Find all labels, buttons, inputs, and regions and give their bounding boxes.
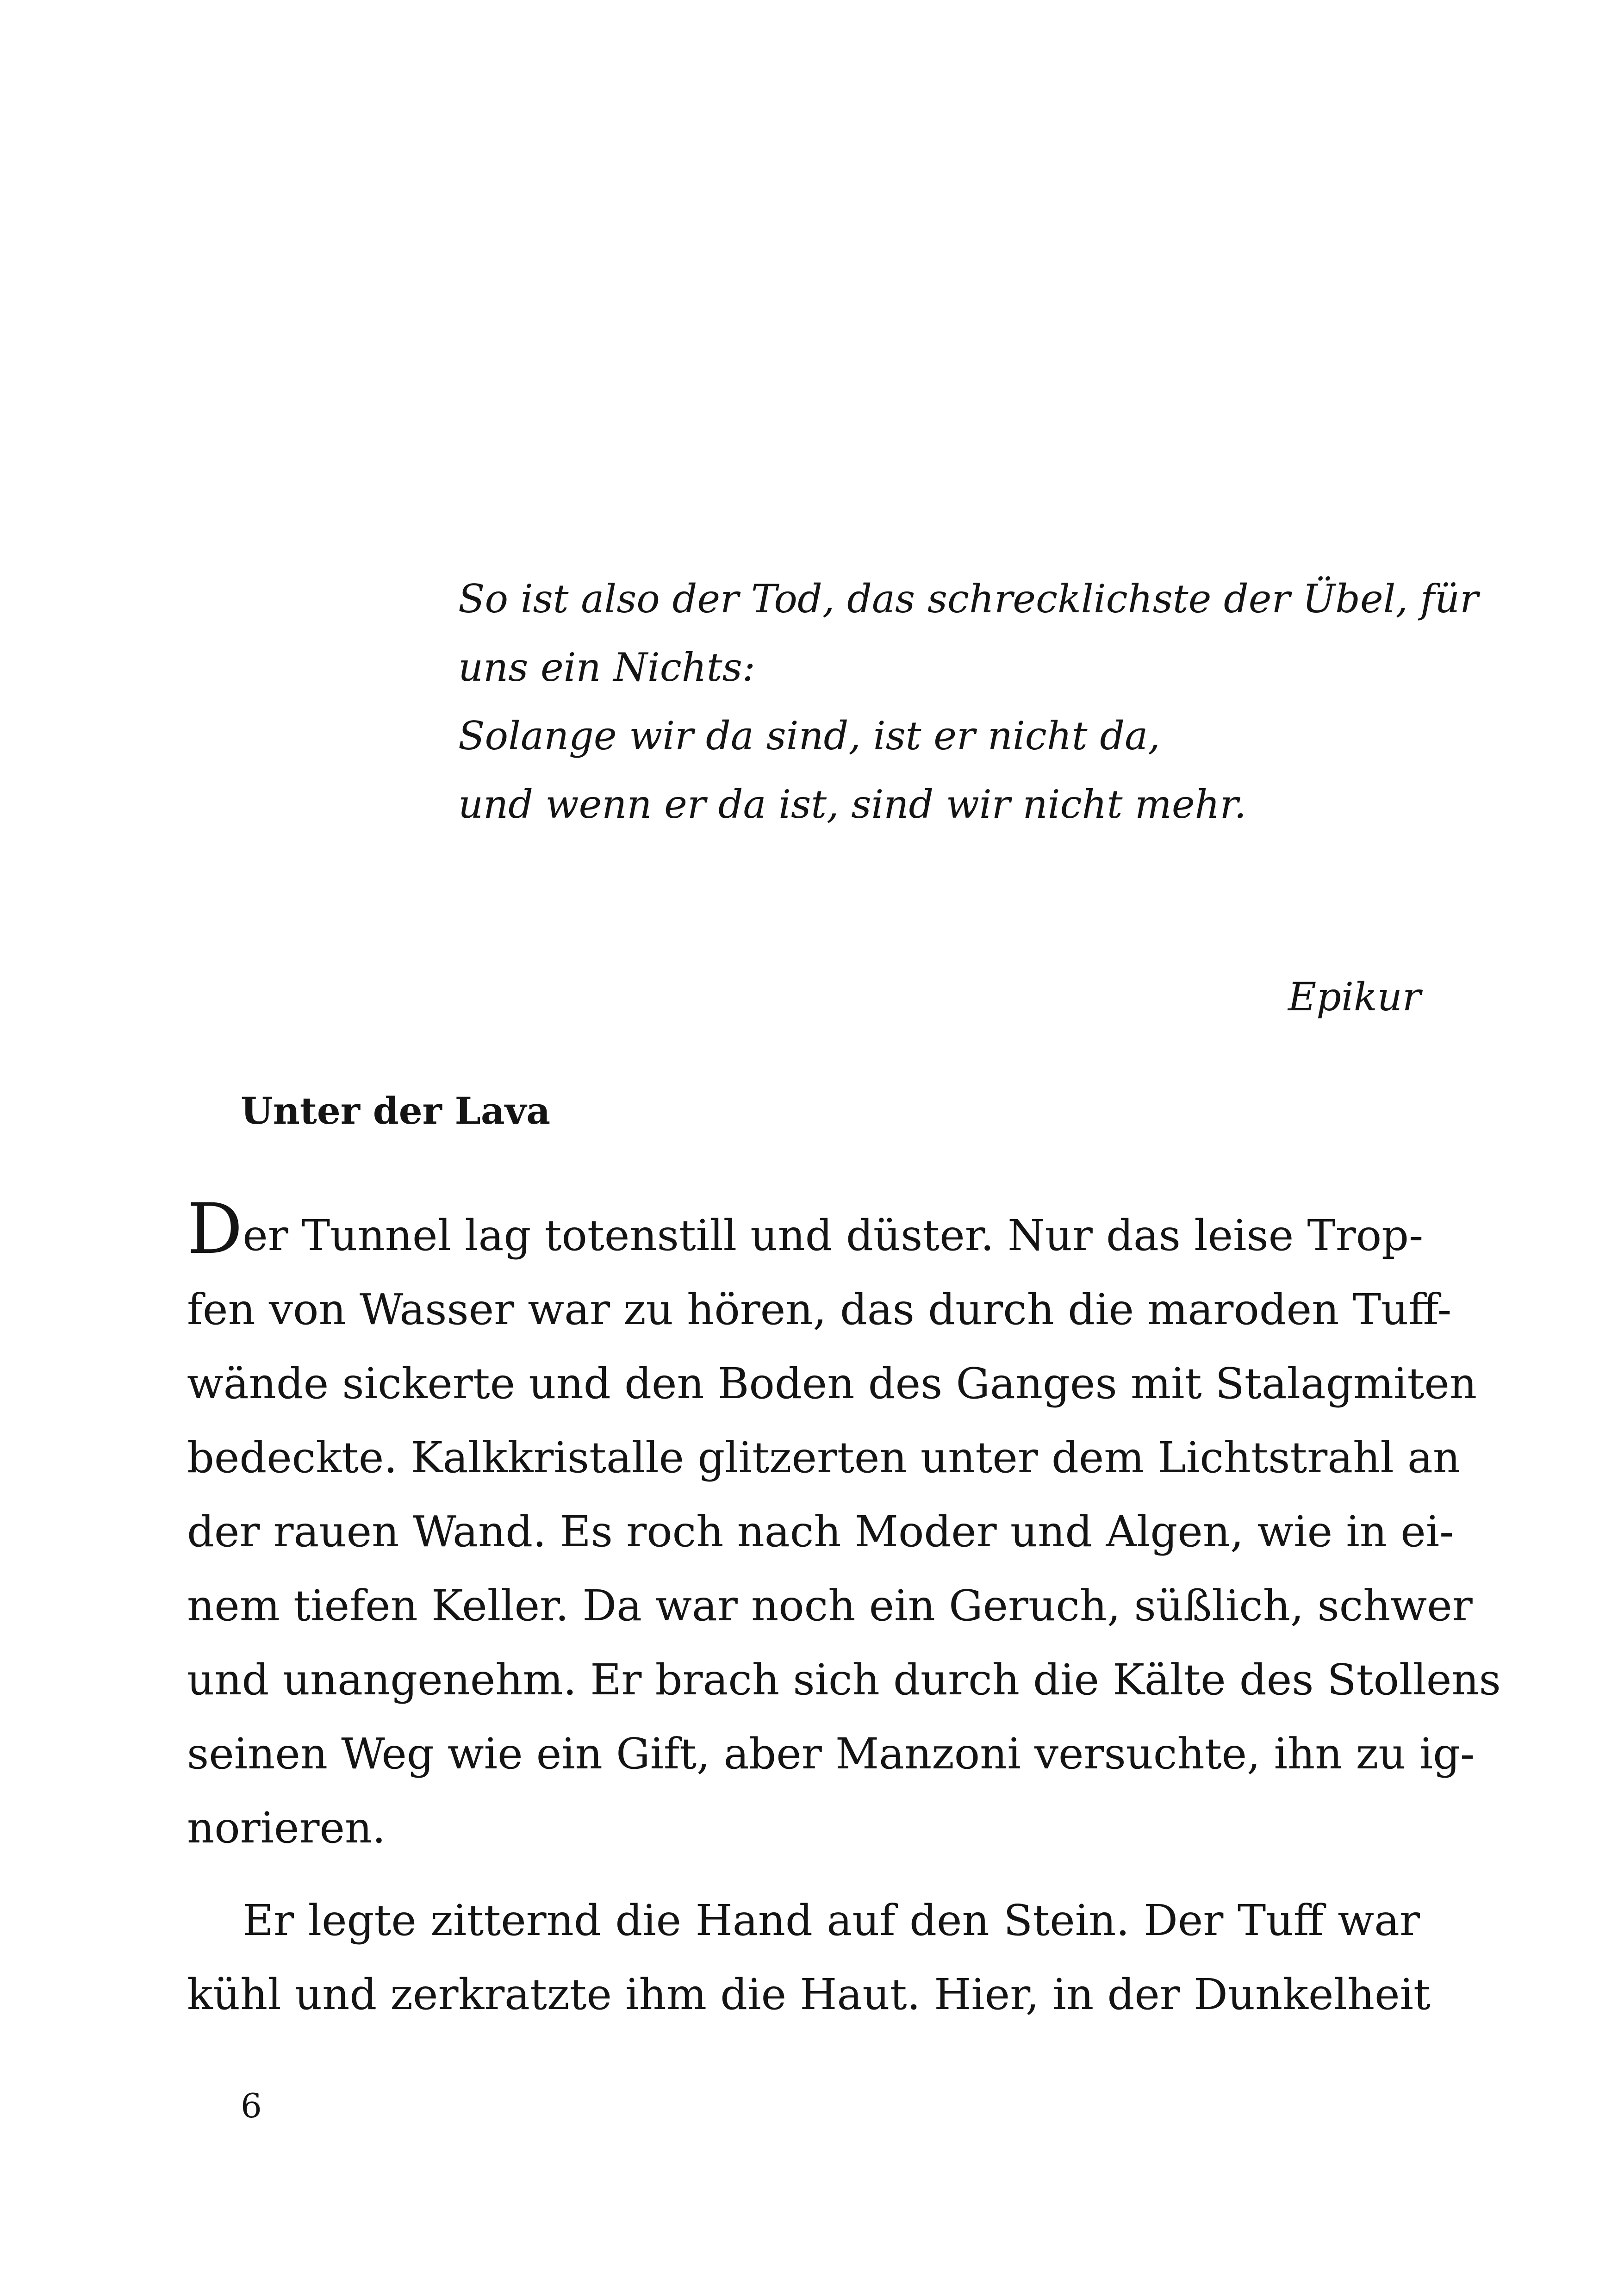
epigraph-attribution: Epikur <box>1288 974 1421 1020</box>
text-line: bedeckte. Kalkkristalle glitzerten unter dem Lichtstrahl an <box>187 1433 1461 1482</box>
paragraph <box>187 1884 1431 2032</box>
chapter-title: Unter der Lava <box>241 1089 551 1132</box>
text-line: norieren. <box>187 1803 386 1853</box>
paragraph <box>187 1189 1501 1865</box>
text-line: nem tiefen Keller. Da war noch ein Geruch, süßlich, schwer <box>187 1581 1473 1630</box>
text-line-content: er Tunnel lag totenstill und düster. Nur das leise Trop- <box>243 1211 1424 1260</box>
text-line: der rauen Wand. Es roch nach Moder und Algen, wie in ei- <box>187 1507 1454 1556</box>
epigraph <box>458 565 1479 839</box>
drop-cap: D <box>187 1189 243 1269</box>
text-line: seinen Weg wie ein Gift, aber Manzoni versuchte, ihn zu ig- <box>187 1729 1475 1779</box>
text-line: kühl und zerkratzte ihm die Haut. Hier, in der Dunkelheit <box>187 1970 1431 2019</box>
epigraph-line: Solange wir da sind, ist er nicht da, <box>458 713 1160 759</box>
epigraph-line: So ist also der Tod, das schrecklichste der Übel, für <box>458 576 1479 622</box>
epigraph-line: uns ein Nichts: <box>458 645 756 690</box>
chapter-body <box>187 1189 1501 2050</box>
epigraph-line: und wenn er da ist, sind wir nicht mehr. <box>458 782 1247 827</box>
text-line: wände sickerte und den Boden des Ganges mit Stalagmiten <box>187 1359 1477 1408</box>
page-number: 6 <box>241 2086 262 2125</box>
text-line: fen von Wasser war zu hören, das durch die maroden Tuff- <box>187 1285 1452 1334</box>
text-line: Er legte zitternd die Hand auf den Stein. Der Tuff war <box>243 1896 1420 1945</box>
text-line <box>187 1189 1424 1273</box>
text-line: und unangenehm. Er brach sich durch die Kälte des Stollens <box>187 1655 1501 1705</box>
